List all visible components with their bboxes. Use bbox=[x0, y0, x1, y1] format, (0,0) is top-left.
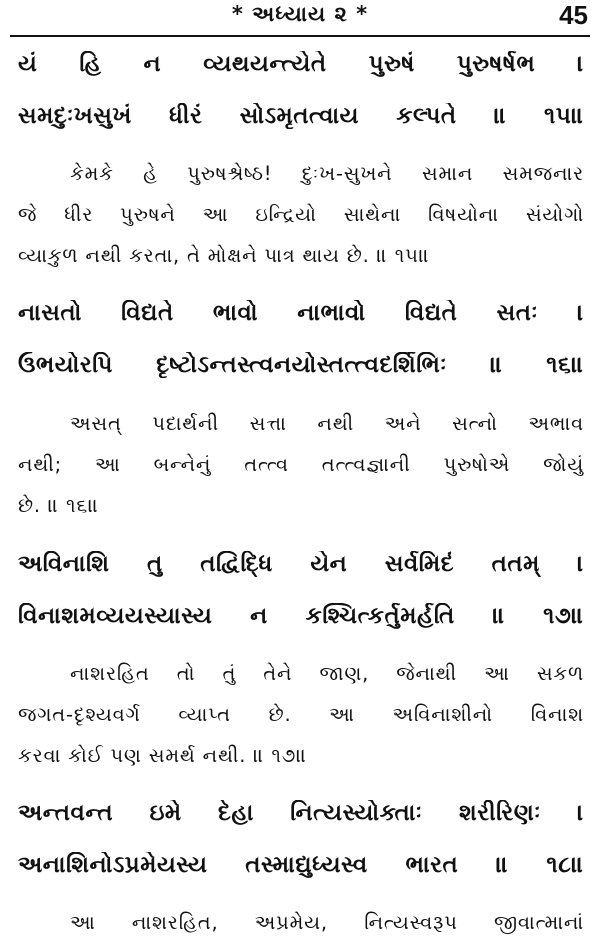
page-header bbox=[0, 0, 600, 36]
translation-17-line-3: કરવા કોઈ પણ સમર્થ નથી. ॥ ૧૭॥ bbox=[18, 744, 308, 767]
translation-16-line-3: છે. ॥ ૧૬॥ bbox=[18, 494, 100, 517]
page-number: 45 bbox=[559, 0, 588, 30]
translation-16-line-1: અસત્ પદાર્થની સત્તા નથી અને સત્નો અભાવ bbox=[70, 412, 584, 435]
translation-18-line-1: આ નાશરહિત, અપ્રમેય, નિત્યસ્વરૂપ જીવાત્માનાં bbox=[70, 911, 584, 934]
verse-16-line-1: નાસતો વિદ્યતે ભાવો નાભાવો વિદ્યતે સતઃ । bbox=[18, 300, 584, 326]
verse-16-line-2: ઉભયોરપિ દૃષ્ટોઽન્તસ્ત્વનયોસ્તત્ત્વદર્શિભિઃ ॥ ૧૬॥ bbox=[18, 352, 584, 378]
header-rule bbox=[10, 35, 590, 37]
translation-15-line-1: કેમકે હે પુરુષશ્રેષ્ઠ! દુઃખ-સુખને સમાન સમજનાર bbox=[70, 162, 584, 185]
verse-15-line-1: યં હિ ન વ્યથયન્ત્યેતે પુરુષં પુરુષર્ષભ । bbox=[18, 51, 584, 77]
verse-15-line-2: સમદુઃખસુખં ધીરં સોઽમૃતત્વાય કલ્પતે ॥ ૧૫॥ bbox=[18, 103, 584, 129]
translation-15-line-3: વ્યાકુળ નથી કરતા, તે મોક્ષને પાત્ર થાય છે. ॥ ૧૫॥ bbox=[18, 244, 430, 267]
verse-17-line-2: વિનાશમવ્યયસ્યાસ્ય ન કશ્ચિત્કર્તુમર્હતિ ॥ ૧૭॥ bbox=[18, 603, 584, 629]
verse-18-line-1: અન્તવન્ત ઇમે દેહા નિત્યસ્યોક્તાઃ શરીરિણઃ । bbox=[18, 800, 584, 826]
chapter-title: * અધ્યાય ૨ * bbox=[231, 2, 369, 26]
verse-18-line-2: અનાશિનોઽપ્રમેયસ્ય તસ્માદ્યુધ્યસ્વ ભારત ॥ ૧૮॥ bbox=[18, 852, 584, 878]
verse-17-line-1: અવિનાશિ તુ તદ્વિદ્ધિ યેન સર્વમિદં તતમ્ । bbox=[18, 551, 584, 577]
translation-17-line-2: જગત-દૃશ્યવર્ગ વ્યાપ્ત છે. આ અવિનાશીનો વિનાશ bbox=[18, 703, 584, 726]
translation-15-line-2: જે ધીર પુરુષને આ ઇન્દ્રિયો સાથેના વિષયોના સંયોગો bbox=[18, 203, 584, 226]
translation-17-line-1: નાશરહિત તો તું તેને જાણ, જેનાથી આ સકળ bbox=[70, 662, 584, 685]
translation-16-line-2: નથી; આ બન્નેનું તત્ત્વ તત્ત્વજ્ઞાની પુરુષોએ જોયું bbox=[18, 453, 584, 476]
